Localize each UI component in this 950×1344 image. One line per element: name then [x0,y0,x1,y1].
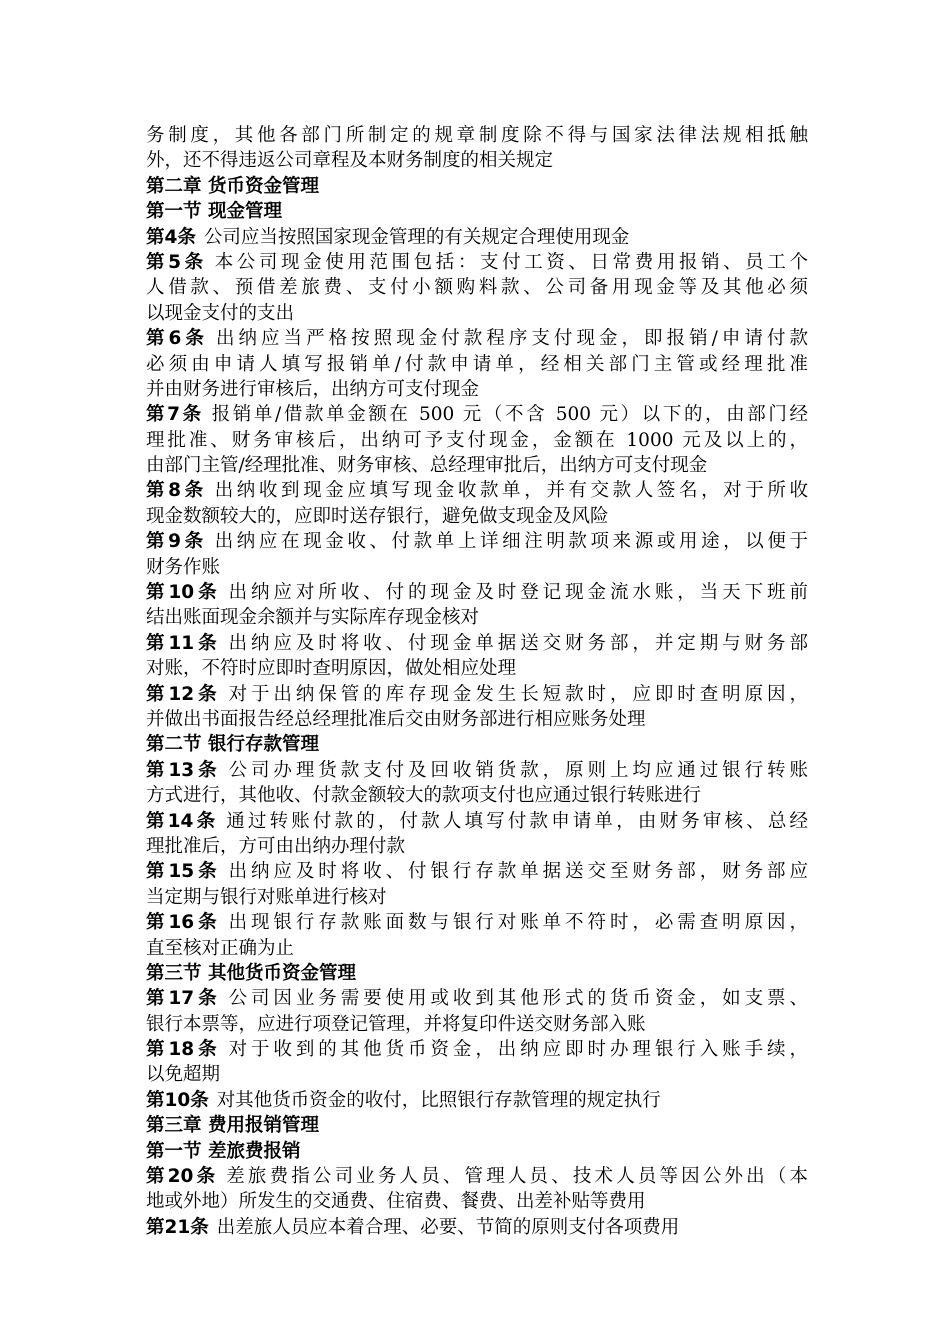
text-line [146,682,808,707]
line-text: 出纳应在现金收、付款单上详细注明款项来源或用途，以便于 [214,531,808,553]
article-paragraph [146,859,808,910]
heading-text: 第一节 现金管理 [146,201,282,223]
text-line [146,453,808,478]
article-paragraph [146,225,808,250]
article-label: 第6条 [146,328,208,350]
article-paragraph [146,809,808,860]
text-line [146,1189,808,1214]
text-line [146,478,808,503]
text-line [146,1215,808,1240]
text-line [146,1164,808,1189]
article-label: 第10条 [146,582,221,604]
text-line [146,123,808,148]
text-line [146,529,808,554]
text-line [146,885,808,910]
line-text: 公司因业务需要使用或收到其他形式的货币资金，如支票、 [228,988,808,1010]
article-label: 第10条 [146,1089,209,1111]
line-text: 地或外地）所发生的交通费、住宿费、餐费、出差补贴等费用 [146,1191,646,1213]
text-line [146,250,808,275]
text-line [146,504,808,529]
article-label: 第14条 [146,810,219,832]
text-line [146,225,808,250]
line-text: 当定期与银行对账单进行核对 [146,886,387,908]
text-line [146,859,808,884]
text-line [146,1062,808,1087]
line-text: 直至核对正确为止 [146,937,295,959]
text-line [146,758,808,783]
text-line [146,707,808,732]
text-line [146,301,808,326]
line-text: 差旅费指公司业务人员、管理人员、技术人员等因公外出（本 [226,1166,808,1188]
article-paragraph [146,1088,808,1113]
article-paragraph [146,682,808,733]
line-text: 由部门主管/经理批准、财务审核、总经理审批后，出纳方可支付现金 [146,455,708,477]
line-text: 出纳应及时将收、付现金单据送交财务部，并定期与财务部 [228,632,808,654]
article-label: 第13条 [146,759,221,781]
line-text: 出纳收到现金应填写现金收款单，并有交款人签名，对于所收 [214,480,808,502]
article-label: 第16条 [146,912,221,934]
line-text: 出现银行存款账面数与银行对账单不符时，必需查明原因， [228,912,808,934]
line-text: 通过转账付款的，付款人填写付款申请单，由财务审核、总经 [226,810,808,832]
text-line [146,605,808,630]
article-paragraph [146,910,808,961]
text-line [146,148,808,173]
line-text: 外，还不得违返公司章程及本财务制度的相关规定 [146,150,554,172]
text-line [146,555,808,580]
line-text: 公司应当按照国家现金管理的有关规定合理使用现金 [203,226,630,248]
section-heading [146,961,808,986]
article-label: 第17条 [146,988,221,1010]
article-label: 第7条 [146,404,204,426]
line-text: 本公司现金使用范围包括：支付工资、日常费用报销、员工个 [214,251,808,273]
line-text: 对其他货币资金的收付，比照银行存款管理的规定执行 [216,1089,661,1111]
text-line [146,631,808,656]
line-text: 务制度，其他各部门所制定的规章制度除不得与国家法律法规相抵触 [146,125,808,146]
text-line [146,326,808,351]
article-paragraph [146,529,808,580]
article-label: 第8条 [146,480,207,502]
article-label: 第5条 [146,251,207,273]
line-text: 对于出纳保管的库存现金发生长短款时，应即时查明原因， [228,683,808,705]
section-heading [146,174,808,199]
text-line [146,1012,808,1037]
text-line [146,986,808,1011]
text-line [146,1088,808,1113]
article-label: 第21条 [146,1216,209,1238]
article-paragraph [146,478,808,529]
article-paragraph [146,631,808,682]
text-line [146,910,808,935]
text-line [146,1037,808,1062]
text-line [146,834,808,859]
article-paragraph [146,1164,808,1215]
heading-text: 第三章 费用报销管理 [146,1115,319,1137]
line-text: 理批准、财务审核后，出纳可予支付现金，金额在 1000 元及以上的， [146,429,808,451]
text-line [146,275,808,300]
text-line [146,809,808,834]
heading-text: 第一节 差旅费报销 [146,1140,301,1162]
line-text: 方式进行，其他收、付款金额较大的款项支付也应通过银行转账进行 [146,785,702,807]
article-paragraph [146,1037,808,1088]
article-label: 第11条 [146,632,221,654]
line-text: 现金数额较大的，应即时送存银行，避免做支现金及风险 [146,505,609,527]
line-text: 银行本票等，应进行项登记管理，并将复印件送交财务部入账 [146,1013,646,1035]
text-line [146,580,808,605]
section-heading [146,199,808,224]
line-text: 理批准后，方可由出纳办理付款 [146,835,406,857]
article-label: 第18条 [146,1039,221,1061]
line-text: 财务作账 [146,556,221,578]
article-paragraph [146,326,808,402]
line-text: 出纳应当严格按照现金付款程序支付现金，即报销/申请付款 [215,328,808,350]
article-paragraph [146,580,808,631]
text-line [146,936,808,961]
text-line [146,377,808,402]
heading-text: 第二节 银行存款管理 [146,734,319,756]
line-text: 结出账面现金余额并与实际库存现金核对 [146,607,480,629]
heading-text: 第三节 其他货币资金管理 [146,962,356,984]
heading-text: 第二章 货币资金管理 [146,175,319,197]
article-paragraph [146,250,808,326]
line-text: 出差旅人员应本着合理、必要、节简的原则支付各项费用 [216,1216,680,1238]
article-paragraph [146,986,808,1037]
section-heading [146,1139,808,1164]
article-label: 第15条 [146,861,221,883]
document-page [146,123,808,1240]
text-line [146,428,808,453]
line-text: 人借款、预借差旅费、支付小额购料款、公司备用现金等及其他必须 [146,277,808,299]
section-heading [146,732,808,757]
text-line [146,352,808,377]
article-label: 第9条 [146,531,207,553]
line-text: 对于收到的其他货币资金，出纳应即时办理银行入账手续， [228,1039,808,1061]
article-paragraph [146,402,808,478]
text-line [146,783,808,808]
line-text: 出纳应对所收、付的现金及时登记现金流水账，当天下班前 [228,582,808,604]
line-text: 公司办理货款支付及回收销货款，原则上均应通过银行转账 [228,759,808,781]
line-text: 以现金支付的支出 [146,302,295,324]
line-text: 并由财务进行审核后，出纳方可支付现金 [146,378,480,400]
article-paragraph [146,1215,808,1240]
text-line [146,656,808,681]
section-heading [146,1113,808,1138]
article-label: 第4条 [146,226,196,248]
line-text: 报销单/借款单金额在 500 元（不含 500 元）以下的，由部门经 [211,404,808,426]
line-text: 以免超期 [146,1064,221,1086]
article-label: 第12条 [146,683,221,705]
article-label: 第20条 [146,1166,219,1188]
line-text: 对账，不符时应即时查明原因，做处相应处理 [146,658,517,680]
line-text: 必须由申请人填写报销单/付款申请单，经相关部门主管或经理批准 [146,353,808,375]
text-paragraph [146,123,808,174]
line-text: 并做出书面报告经总经理批准后交由财务部进行相应账务处理 [146,708,646,730]
text-line [146,402,808,427]
line-text: 出纳应及时将收、付银行存款单据送交至财务部，财务部应 [228,861,808,883]
article-paragraph [146,758,808,809]
